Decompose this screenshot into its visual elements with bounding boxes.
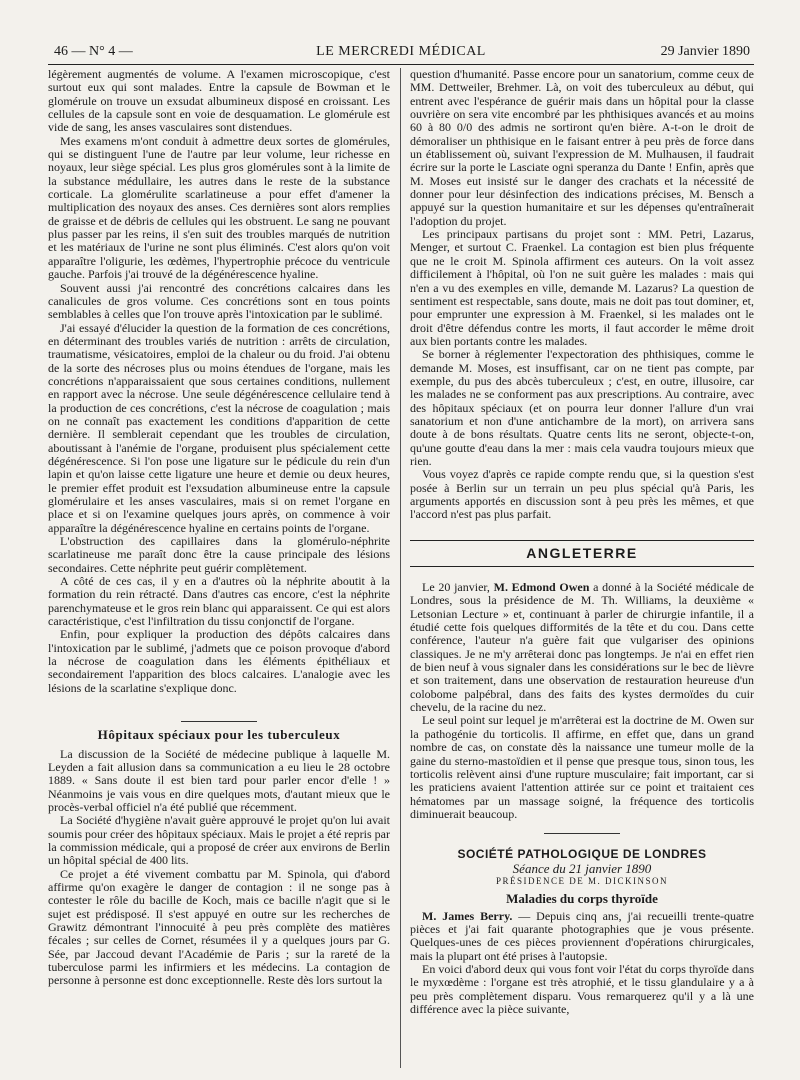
owen-intro: Le 20 janvier, xyxy=(422,580,490,595)
paragraph: légèrement augmentés de volume. A l'examen microscopique, c'est surtout eux qui sont malades. Entre la capsule de Bowman et le glomérule on trouve un exsudat albumineux disposé en croissant. Les cellules de la capsule sont en voie de desquamation. Le glomérule est vide de sang, les anses vasculaires sont distendues. xyxy=(48,68,390,135)
society-title: SOCIÉTÉ PATHOLOGIQUE DE LONDRES xyxy=(457,847,707,862)
paragraph: La discussion de la Société de médecine publique à laquelle M. Leyden a fait allusion dans sa communication a eu lieu le 28 octobre 1889. « Sans doute il est bien tard pour parler encor d'elle ! » Néanmoins je vais vous en dire quelques mots, d'autant mieux que le procès-verbal officiel n'a été publié que récemment. xyxy=(48,746,390,814)
header-rule xyxy=(48,64,754,65)
paragraph: J'ai essayé d'élucider la question de la formation de ces concrétions, en déterminant des troubles variés de nutrition : arrêts de circulation, traumatisme, vésicatoires, emploi de la chaleur ou du froid. J'ai obtenu de la sorte des nécroses plus ou moins étendues de l'organe, mais les concrétions n'apparaissaient que sous certaines conditions, nullement en rapport avec la nécrose. Une seule dégénérescence cellulaire tend à la production de ces concrétions, c'est la nécrose de coagulation ; mais on ne connaît pas exactement les conditions d'apparition de cette dernière. Il semblerait cependant que les troubles de circulation, aboutissant à l'anémie de l'organe, produisent plus spécialement cette dégénérescence. Si l'on pose une ligature sur le pédicule du rein d'un lapin et qu'on laisse cette ligature une heure et demie ou deux heures, le premier effet produit est l'exsudation albumineuse entre la capsule glomérulaire et les anses vasculaires, mais si on remet l'organe en place et si on l'examine quelques jours après, on commence à voir apparaître la dégénérescence hyaline en certains points de l'organe. xyxy=(48,320,390,535)
paragraph-berry xyxy=(410,910,754,963)
right-column xyxy=(410,68,754,1074)
paragraph: Souvent aussi j'ai rencontré des concrétions calcaires dans les canalicules de gros volume. Ces concrétions sont en tous points semblables à celles que l'on trouve après l'intoxication par le sublimé. xyxy=(48,280,390,322)
paragraph: La Société d'hygiène n'avait guère approuvé le projet qu'on lui avait soumis pour créer des hôpitaux spéciaux. Mais le projet a été repris par la commission médicale, qui a proposé de créer aux environs de Berlin un hôpital spécial de 400 lits. xyxy=(48,813,390,868)
owen-text: a donné à la Société médicale de Londres, sous la présidence de M. Th. Williams, la deuxième « Letsonian Lecture » et, continuant à parler de chirurgie infantile, il a étudié cette fois quelques difformités de la tête et du cou. Dans cette conférence, l'auteur n'a guère fait que vulgariser des opinions classiques. Je ne m'y arrêterai donc pas longtemps. Je n'ai en effet rien de bien neuf à vous signaler dans les considérations sur le bec de lièvre et son traitement, dans une observation de restauration heureuse d'un colobome palpébral, dans des faits des kystes dermoïdes du cuir chevelu, de la racine du nez. xyxy=(410,580,754,715)
paragraph: Se borner à réglementer l'expectoration des phthisiques, comme le demande M. Moses, est insuffisant, car on ne tient pas compte, par exemple, du pus des abcès tuberculeux ; c'est, en outre, illusoire, car les malades ne se conforment pas aux prescriptions. Au contraire, avec des hôpitaux spéciaux (et on pourra leur donner l'allure d'un vrai sanatorium et non d'une antichambre de la mort), on arrivera sans doute à de bons résultats. Quatre cents lits ne seront, objecte-t-on, qu'une goutte d'eau dans la mer : mais cela vaudra toujours mieux que rien. xyxy=(410,347,754,468)
page-number: 46 — N° 4 — xyxy=(54,44,133,59)
society-presidency: PRÉSIDENCE DE M. DICKINSON xyxy=(495,875,668,886)
paragraph: Enfin, pour expliquer la production des dépôts calcaires dans l'intoxication par le sublimé, j'admets que ce poison provoque d'abord la nécrose de coagulation dans les éléments épithéliaux et secondairement l'apparition des blocs calcaires. L'analogie avec les lésions de la scarlatine s'explique donc. xyxy=(48,627,390,695)
owen-name: M. Edmond Owen xyxy=(493,580,590,595)
paragraph: Les principaux partisans du projet sont : MM. Petri, Lazarus, Menger, et surtout C. Fraenkel. La contagion est bien plus fréquente que ne le croit M. Spinola affirment ces auteurs. On la voit assez difficilement à l'hôpital, où l'on ne suit guère les malades : mais qui n'en a vu des exemples en ville, demande M. Lazarus? La question de sentiment est respectable, sans doute, mais ne doit pas tout dominer, et, pour emprunter une expression à M. Fraenkel, si les malades ont le droit d'être défendus contre les morts, il faut accorder le même droit aux bien portants contre les malades. xyxy=(410,227,754,348)
paragraph: Vous voyez d'après ce rapide compte rendu que, si la question s'est posée à Berlin sur un terrain un peu plus spécial qu'à Paris, les arguments apportés en discussion sont à peu près les mêmes, et que l'accord n'est pas plus parfait. xyxy=(410,467,754,522)
paragraph: L'obstruction des capillaires dans la glomérulo-néphrite scarlatineuse me paraît donc être la cause principale des lésions secondaires. Cette néphrite peut guérir complètement. xyxy=(48,534,390,575)
paragraph-owen xyxy=(410,581,754,714)
subsection-title-thyroide: Maladies du corps thyroïde xyxy=(506,891,658,907)
section-title-hopitaux: Hôpitaux spéciaux pour les tuberculeux xyxy=(97,727,341,743)
paragraph: Ce projet a été vivement combattu par M. Spinola, qui d'abord affirme qu'on exagère le danger de contagion : il ne songe pas à contester le rôle du bacille de Koch, mais ce bacille n'agit que si le sujet est prédisposé. Il s'est appuyé en outre sur les recherches de Grawitz démontrant l'innocuité à peu près complète des matières fécales ; sur celles de Cornet, résumées il y a quelques jours par G. Sée, par Jaccoud devant l'Académie de Paris ; sur la rareté de la tuberculose parmi les infirmiers et les médecins. La contagion de personne à personne est donc exceptionnelle. Reste dès lors surtout la xyxy=(48,866,390,988)
column-divider xyxy=(400,68,401,1068)
berry-name: M. James Berry. xyxy=(422,908,513,923)
journal-title: LE MERCREDI MÉDICAL xyxy=(316,44,486,59)
section-title-angleterre: ANGLETERRE xyxy=(526,544,638,561)
paragraph: En voici d'abord deux qui vous font voir l'état du corps thyroïde dans le myxœdème : l'organe est très atrophié, et le tissu glandulaire y a à peu près complètement disparu. Vous remarquerez qu'il y a là une différence avec la pièce suivante, xyxy=(410,961,754,1016)
left-column xyxy=(48,68,390,1074)
paragraph: Mes examens m'ont conduit à admettre deux sortes de glomérules, qui se distinguent l'une de l'autre par leur volume, leur richesse en noyaux, leur siège spécial. Les plus gros glomérules sont à la limite de la substance médullaire, les autres dans le reste de la substance corticale. La glomérulite scarlatineuse a pour effet d'amener la multiplication des noyaux des anses. Ces dernières sont alors remplies de graisse et de débris de cellules qui les obstruent. Le sang ne pouvant plus passer par les reins, il s'en suit des troubles marqués de nutrition et les matériaux de l'urine ne sont plus éliminés. C'est alors qu'on voit apparaître l'oligurie, les œdèmes, l'hypertrophie précoce du ventricule gauche. Parfois j'ai trouvé de la dégénérescence hyaline. xyxy=(48,133,390,282)
paragraph: question d'humanité. Passe encore pour un sanatorium, comme ceux de MM. Dettweiler, Brehmer. Là, on voit des tuberculeux au début, qui entrent avec l'espérance de guérir mais dans un hôpital pour la classe ouvrière on sera vite encombré par les phthisiques avancés et au moins 60 à 80 0/0 des admis ne sortiront qu'en bière. A-t-on le droit de démoraliser un phthisique en le faisant entrer à peu près de force dans un établissement où, suivant l'expression de M. Mulhausen, il faudrait écrire sur la porte le Lasciate ogni speranza du Dante ! Enfin, après que M. Moses eut insisté sur le danger des crachats et la nécessité de donner pour leur désinfection des indications précises, M. Bensch a appuyé sur la question humanitaire et sur les dépenses qu'entraînerait l'adoption du projet. xyxy=(410,68,754,228)
issue-date: 29 Janvier 1890 xyxy=(660,44,750,59)
paragraph: A côté de ces cas, il y en a d'autres où la néphrite aboutit à la formation du rein rétracté. Dans d'autres cas encore, c'est la néphrite parenchymateuse et le gros rein blanc qui apparaissent. Ce qui est alors caractéristique, c'est l'infiltration du tissu conjonctif de l'organe. xyxy=(48,574,390,629)
page-header xyxy=(48,40,754,62)
berry-text: — Depuis cinq ans, j'ai recueilli trente-quatre pièces et j'ai fait quarante photographies que je vous présente. Quelques-unes de ces pièces proviennent d'opérations chirurgicales, mais la plupart ont été prises à l'autopsie. xyxy=(410,908,754,963)
society-date: Séance du 21 janvier 1890 xyxy=(512,860,652,876)
paragraph: Le seul point sur lequel je m'arrêterai est la doctrine de M. Owen sur la pathogénie du torticolis. Il affirme, en effet que, dans un grand nombre de cas, on constate dès la naissance une tumeur molle de la gaine du sterno-mastoïdien et il pense que presque tous, sinon tous, les torticolis relèvent ainsi d'une rupture musculaire; fait important, car si les praticiens avaient l'attention attirée sur ce point et traitaient ces hématomes par un massage soigné, la fréquence des torticolis diminuerait beaucoup. xyxy=(410,713,754,821)
